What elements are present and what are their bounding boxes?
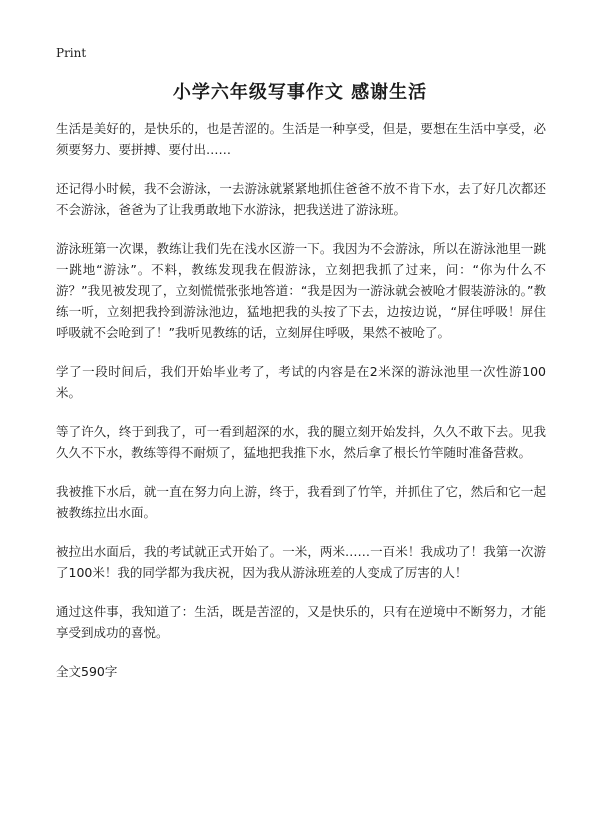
paragraph: 被拉出水面后，我的考试就正式开始了。一米，两米……一百米！我成功了！我第一次游了100米！我的同学都为我庆祝，因为我从游泳班差的人变成了厉害的人！ [56,544,546,580]
paragraph: 学了一段时间后，我们开始毕业考了，考试的内容是在2米深的游泳池里一次性游100米。 [56,364,546,400]
paragraph: 生活是美好的，是快乐的，也是苦涩的。生活是一种享受，但是，要想在生活中享受，必须要努力、要拼搏、要付出…… [56,121,546,157]
article-body [56,118,546,682]
paragraph: 我被推下水后，就一直在努力向上游，终于，我看到了竹竿，并抓住了它，然后和它一起被教练拉出水面。 [56,484,546,520]
article-title: 小学六年级写事作文 感谢生活 [172,82,428,103]
paragraph: 通过这件事，我知道了：生活，既是苦涩的，又是快乐的，只有在逆境中不断努力，才能享受到成功的喜悦。 [56,604,546,640]
word-count: 全文590字 [56,664,118,679]
paragraph: 还记得小时候，我不会游泳，一去游泳就紧紧地抓住爸爸不放不肯下水，去了好几次都还不会游泳，爸爸为了让我勇敢地下水游泳，把我送进了游泳班。 [56,181,546,217]
print-link[interactable]: Print [56,46,87,60]
paragraph: 等了许久，终于到我了，可一看到超深的水，我的腿立刻开始发抖，久久不敢下去。见我久久不下水，教练等得不耐烦了，猛地把我推下水，然后拿了根长竹竿随时准备营救。 [56,424,546,460]
paragraph: 游泳班第一次课，教练让我们先在浅水区游一下。我因为不会游泳，所以在游泳池里一跳一跳地“游泳”。不料，教练发现我在假游泳，立刻把我抓了过来，问：“你为什么不游？”我见被发现了，立刻慌慌张张地答道：“我是因为一游泳就会被呛才假装游泳的。”教练一听，立刻把我拎到游泳池边，猛地把我的头按了下去，边按边说，“屏住呼吸！屏住呼吸就不会呛到了！”我听见教练的话，立刻屏住呼吸，果然不被呛了。 [56,241,546,340]
